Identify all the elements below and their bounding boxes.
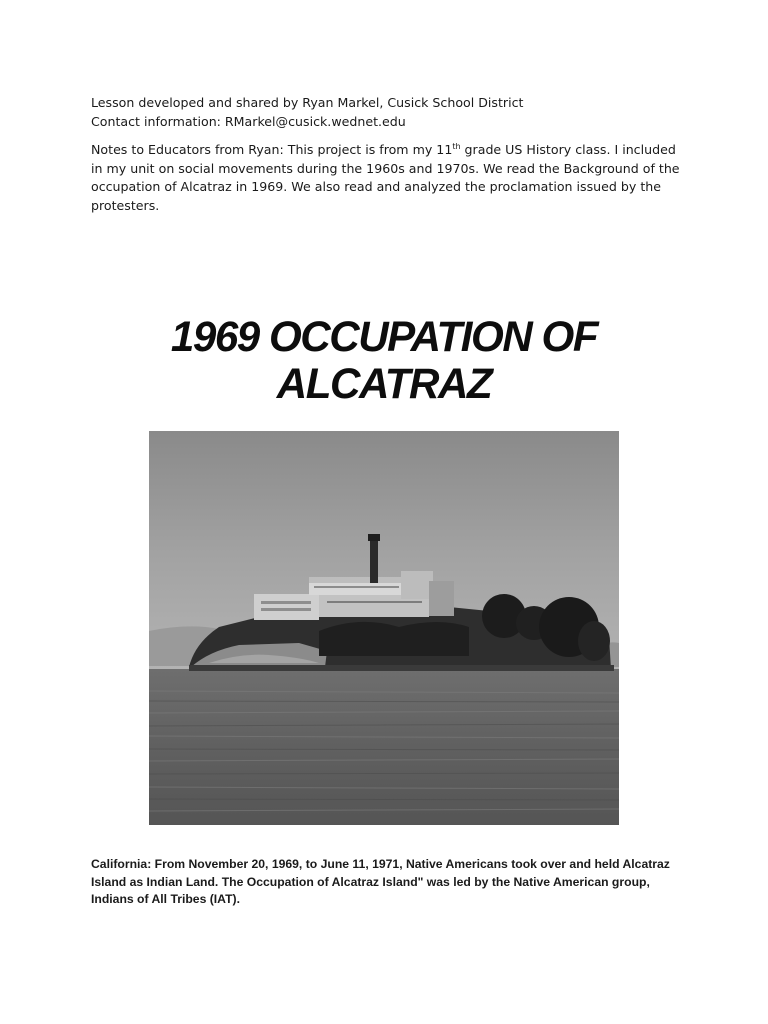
educator-notes bbox=[91, 94, 691, 216]
author-line: Lesson developed and shared by Ryan Markel, Cusick School District bbox=[91, 95, 524, 110]
notes-text-end: grade US History class. I included in my unit on social movements during the 1960s and 1970s. We read the Background of the occupation of Alcatraz in 1969. We also read and analyzed the proclamation issued by the protesters. bbox=[91, 142, 680, 213]
title-line-1: 1969 OCCUPATION OF bbox=[170, 313, 598, 361]
notes-paragraph bbox=[91, 141, 691, 215]
page-title bbox=[8, 314, 761, 408]
notes-superscript: th bbox=[452, 142, 461, 151]
notes-text-start: Notes to Educators from Ryan: This project is from my 11 bbox=[91, 142, 453, 158]
photo-caption: California: From November 20, 1969, to June 11, 1971, Native Americans took over and held Alcatraz Island as Indian Land. The Occupation of Alcatraz Island" was led by the Native American group, Indians of All Tribes (IAT). bbox=[91, 857, 670, 907]
alcatraz-photo bbox=[149, 431, 619, 825]
contact-line: Contact information: RMarkel@cusick.wednet.edu bbox=[91, 113, 406, 129]
title-line-2: ALCATRAZ bbox=[276, 360, 492, 408]
